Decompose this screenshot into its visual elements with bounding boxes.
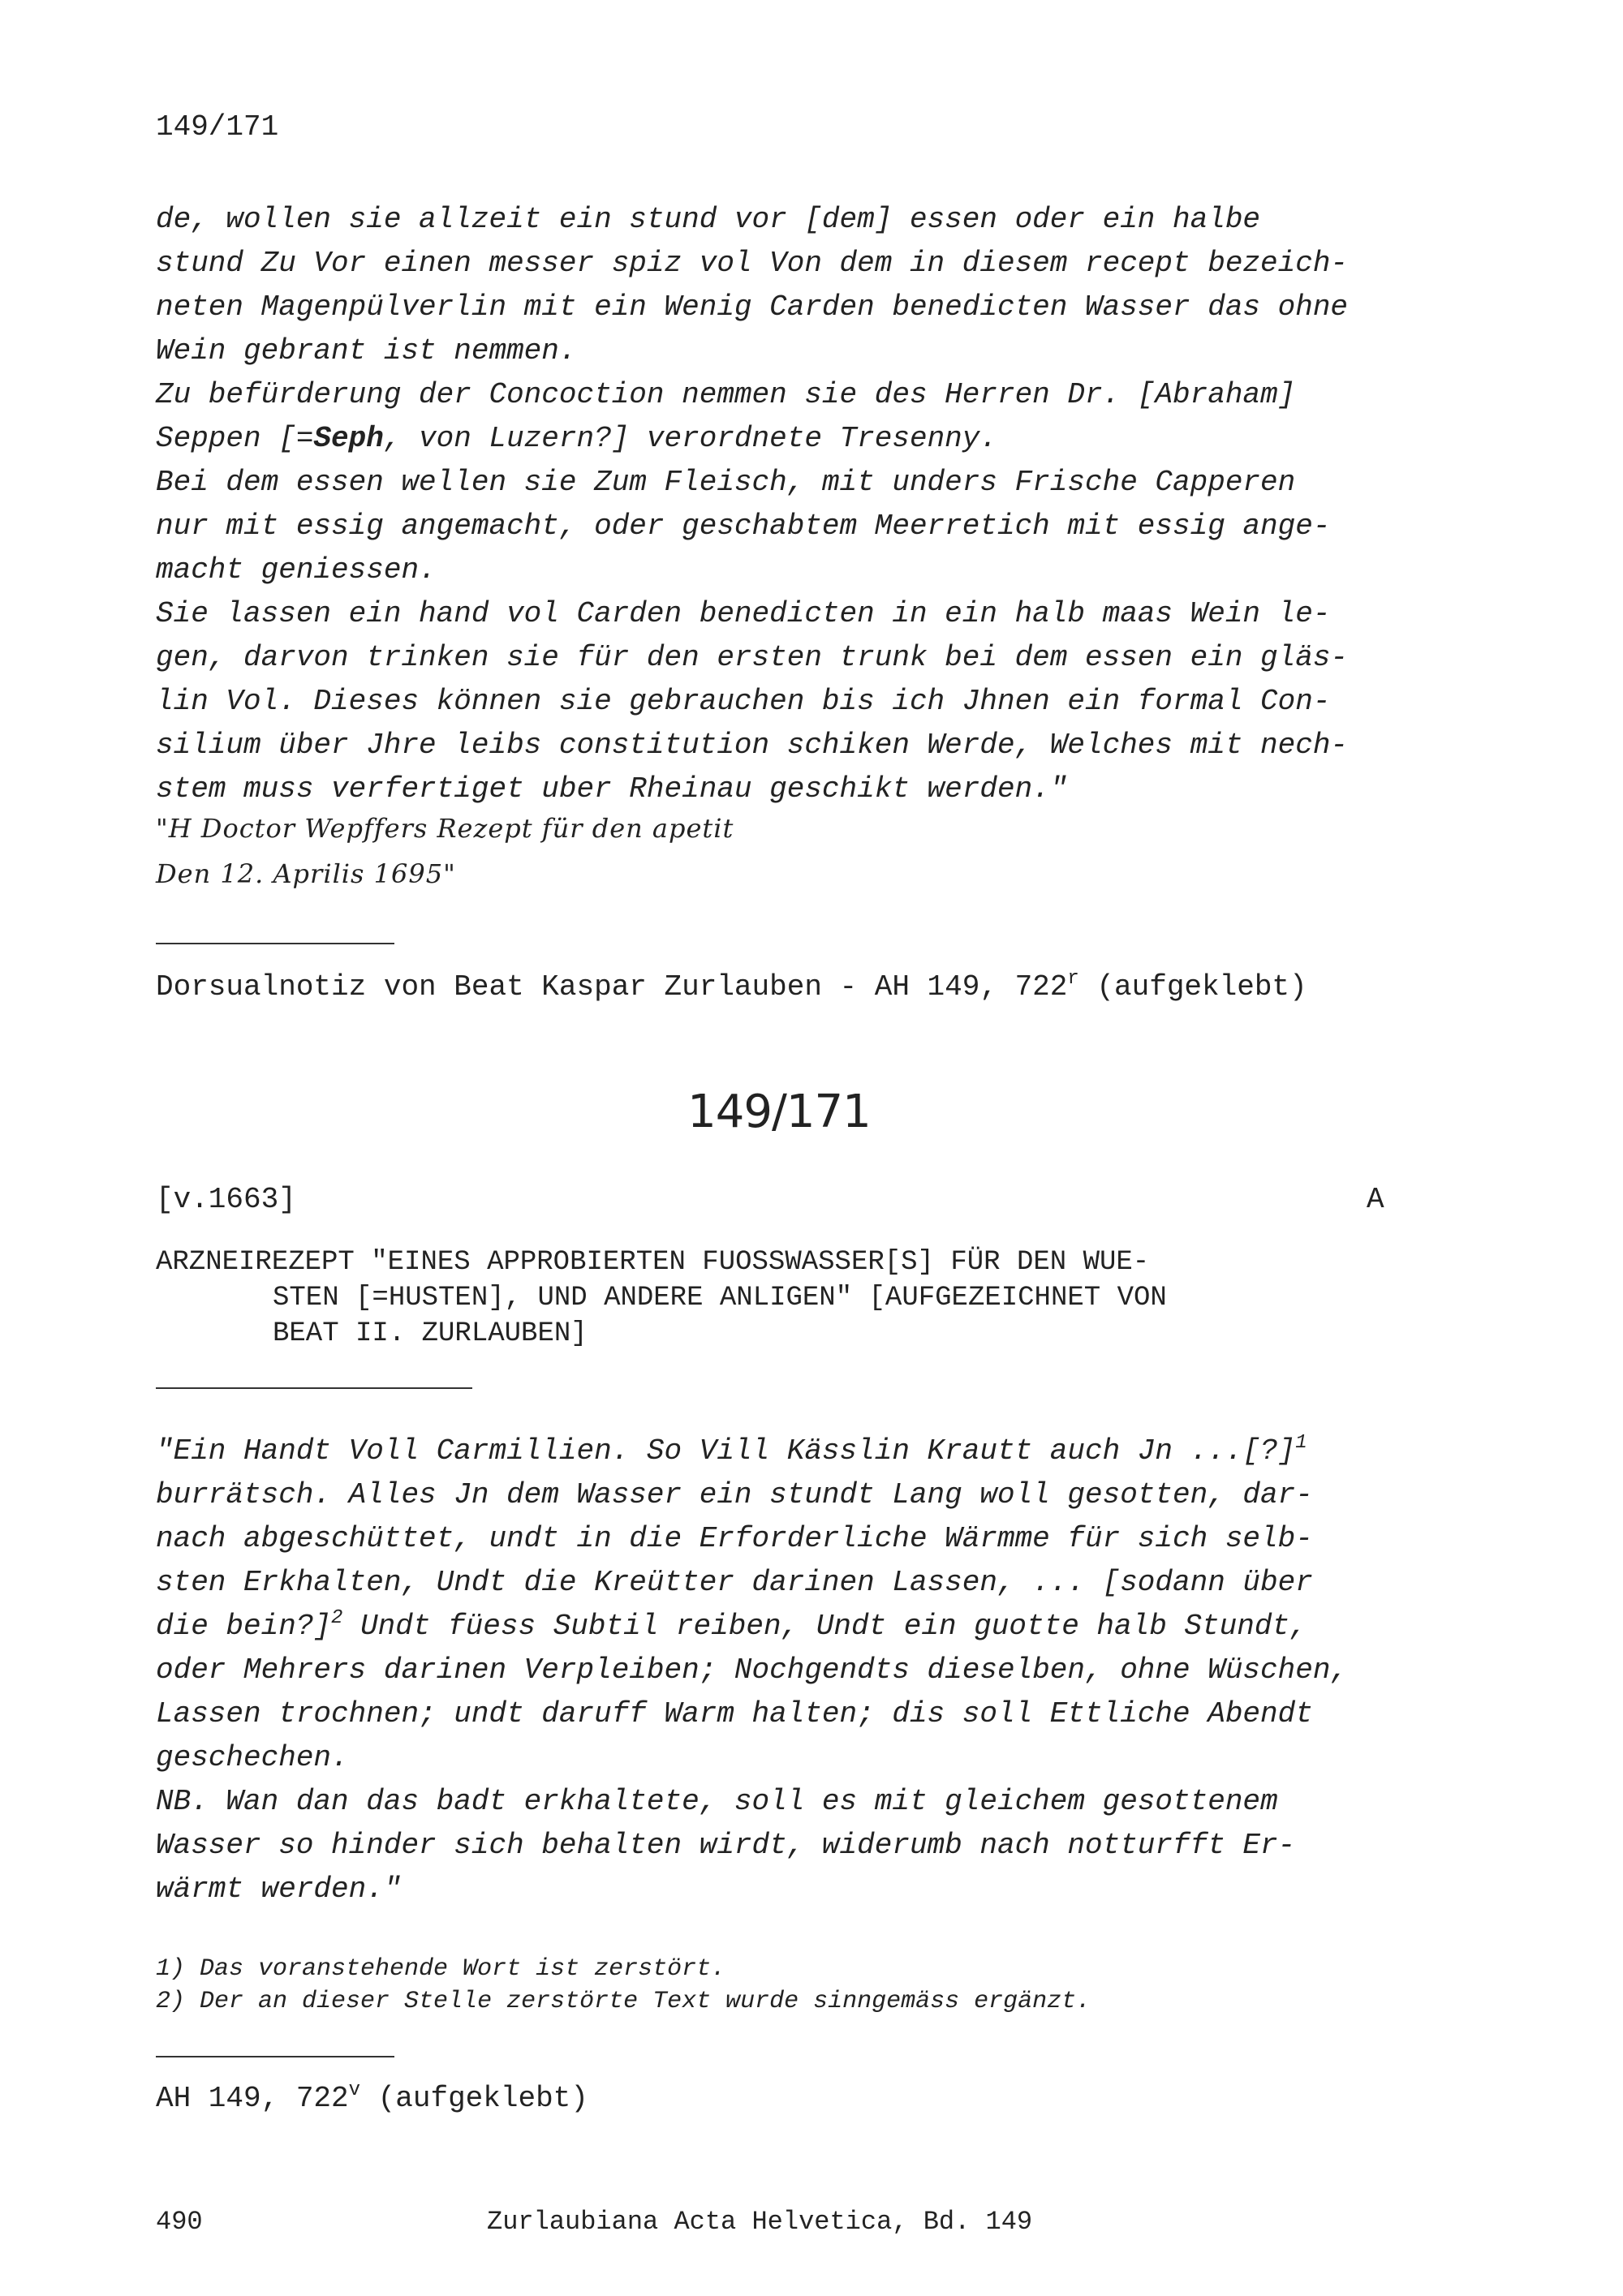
text-line: stund Zu Vor einen messer spiz vol Von dem in diesem recept bezeich- [156, 247, 1349, 280]
divider [156, 2056, 394, 2057]
entry-title-line: STEN [=HUSTEN], UND ANDERE ANLIGEN" [AUFGEZEICHNET VON [273, 1283, 1167, 1314]
source-note [156, 2079, 588, 2115]
text-line: de, wollen sie allzeit ein stund vor [dem] essen oder ein halbe [156, 203, 1261, 236]
entry-title-line: BEAT II. ZURLAUBEN] [273, 1318, 588, 1349]
superscript: r [1067, 968, 1079, 990]
text-line: nach abgeschüttet, undt in die Erforderliche Wärmme für sich selb- [156, 1522, 1313, 1555]
text-line: neten Magenpülverlin mit ein Wenig Carden benedicten Wasser das ohne [156, 290, 1349, 324]
text-line: NB. Wan dan das badt erkhaltete, soll es mit gleichem gesottenem [156, 1785, 1278, 1818]
superscript: v [348, 2079, 361, 2101]
text-line: macht geniessen. [156, 553, 437, 587]
text-line: Wein gebrant ist nemmen. [156, 334, 577, 368]
divider [156, 943, 394, 944]
text-line: stem muss verfertiget uber Rheinau geschikt werden." [156, 772, 1068, 806]
text-line: burrätsch. Alles Jn dem Wasser ein stundt Lang woll gesotten, dar- [156, 1478, 1313, 1511]
text-line: Lassen trochnen; undt daruff Warm halten; dis soll Ettliche Abendt [156, 1697, 1313, 1731]
text-line: sten Erkhalten, Undt die Kreütter darinen Lassen, ... [sodann über [156, 1566, 1313, 1599]
text-span: die bein?] [156, 1610, 332, 1643]
footer-title: Zurlaubiana Acta Helvetica, Bd. 149 [487, 2207, 1033, 2237]
footnote-ref: 1 [1295, 1432, 1307, 1454]
footnote: 2) Der an dieser Stelle zerstörte Text wurde sinngemäss ergänzt. [156, 1988, 1091, 2015]
text-span: Seppen [= [156, 422, 314, 455]
text-line: oder Mehrers darinen Verpleiben; Nochgendts dieselben, ohne Wüschen, [156, 1653, 1349, 1687]
text-line: wärmt werden." [156, 1872, 402, 1906]
page-number: 490 [156, 2207, 203, 2237]
text-line: silium über Jhre leibs constitution schiken Werde, Welches mit nech- [156, 729, 1349, 762]
text-line [156, 417, 997, 461]
text-span: "Ein Handt Voll Carmillien. So Vill Kässlin Krautt auch Jn ...[?] [156, 1434, 1296, 1468]
entry-date: [v.1663] [156, 1183, 296, 1216]
handwritten-line: Den 12. Aprilis 1695" [156, 858, 456, 889]
page-header-number: 149/171 [156, 110, 279, 144]
text-line: geschechen. [156, 1741, 349, 1774]
divider [156, 1387, 472, 1389]
footnote: 1) Das voranstehende Wort ist zerstört. [156, 1955, 726, 1983]
text-line: Zu befürderung der Concoction nemmen sie des Herren Dr. [Abraham] [156, 378, 1296, 411]
dorsual-note [156, 970, 1307, 1004]
bold-name: Seph [313, 422, 384, 455]
entry-number: 149/171 [687, 1086, 871, 1138]
text-line: Wasser so hinder sich behalten wirdt, widerumb nach notturfft Er- [156, 1829, 1296, 1862]
text-span: , von Luzern?] verordnete Tresenny. [383, 422, 997, 455]
text-line: gen, darvon trinken sie für den ersten trunk bei dem essen ein gläs- [156, 641, 1349, 674]
dorsual-tail: (aufgeklebt) [1078, 970, 1307, 1004]
source-tail: (aufgeklebt) [360, 2082, 588, 2115]
text-line: Bei dem essen wellen sie Zum Fleisch, mit unders Frische Capperen [156, 466, 1296, 499]
text-span: Undt füess Subtil reiben, Undt ein guotte halb Stundt, [342, 1610, 1307, 1643]
entry-title-line: ARZNEIREZEPT "EINES APPROBIERTEN FUOSSWASSER[S] FÜR DEN WUE- [156, 1247, 1150, 1278]
text-line: Sie lassen ein hand vol Carden benedicten in ein halb maas Wein le- [156, 597, 1331, 630]
entry-grade: A [1367, 1183, 1384, 1216]
source-text: AH 149, 722 [156, 2082, 349, 2115]
handwritten-line: "H Doctor Wepffers Rezept für den apetit [156, 813, 734, 844]
dorsual-text: Dorsualnotiz von Beat Kaspar Zurlauben - AH 149, 722 [156, 970, 1068, 1004]
text-line: lin Vol. Dieses können sie gebrauchen bis ich Jhnen ein formal Con- [156, 685, 1331, 718]
text-line [156, 1605, 1307, 1649]
footnote-ref: 2 [331, 1607, 343, 1629]
text-line [156, 1430, 1307, 1473]
text-line: nur mit essig angemacht, oder geschabtem Meerretich mit essig ange- [156, 510, 1331, 543]
